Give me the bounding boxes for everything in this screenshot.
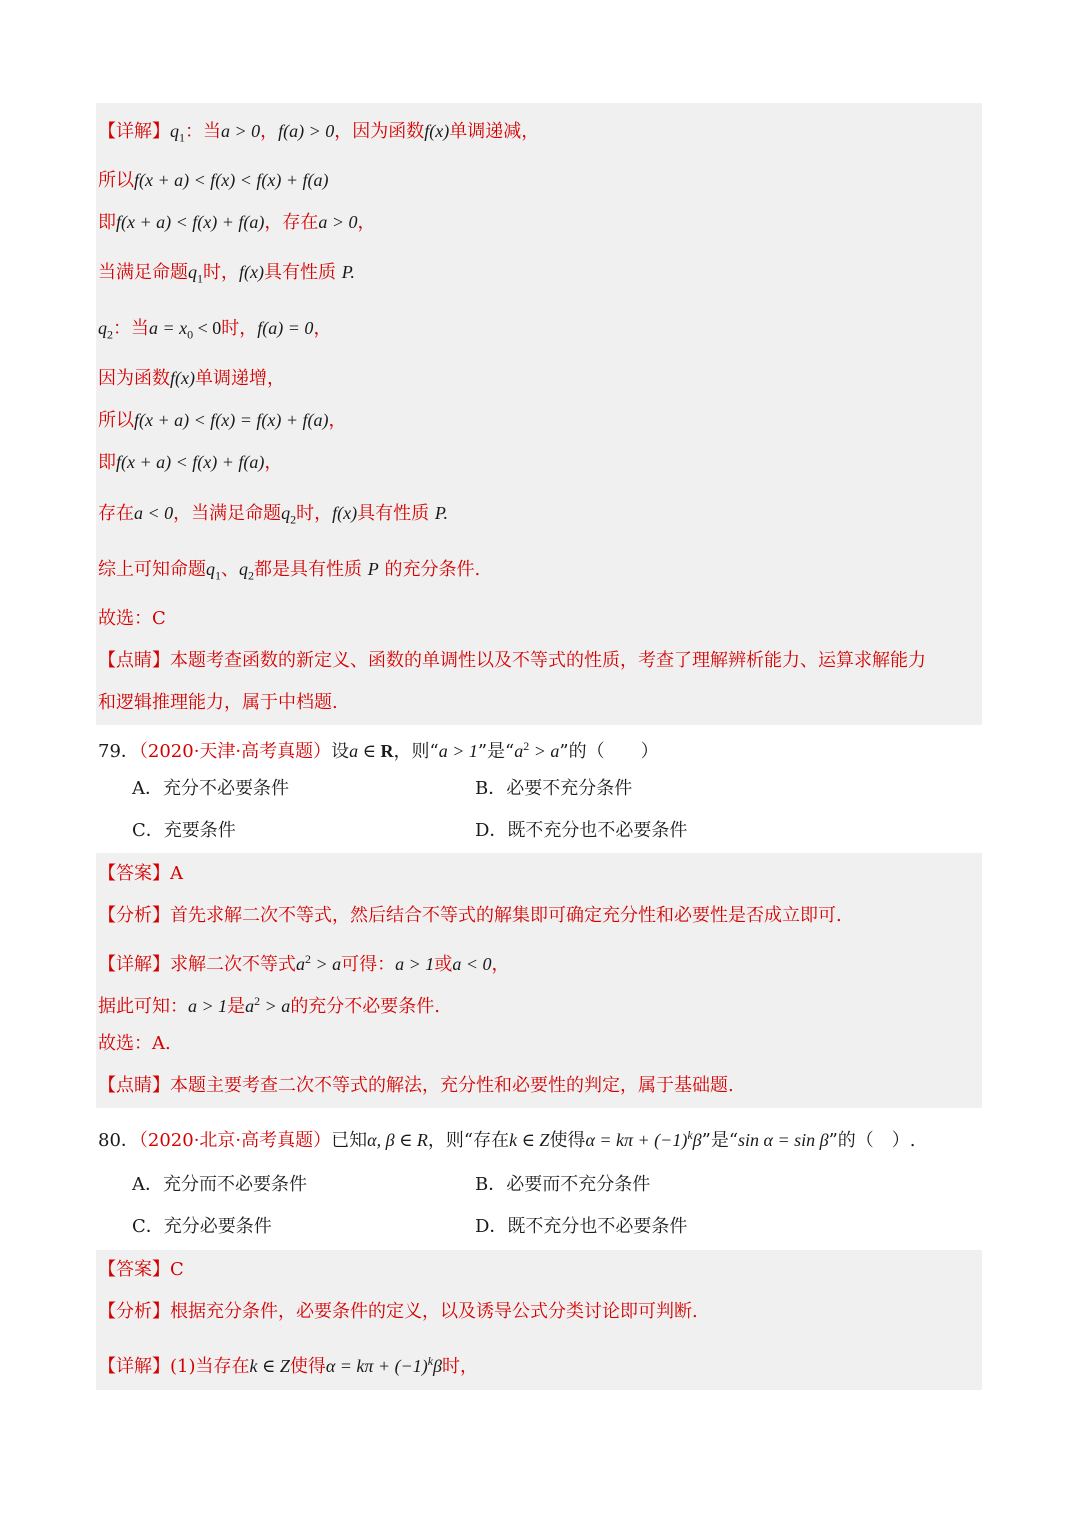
option-a[interactable]: A．充分而不必要条件 xyxy=(132,1174,307,1195)
detail-line-9: 存在a < 0，当满足命题$q_2$时，f(x)具有性质 P. xyxy=(98,503,449,527)
option-b[interactable]: B．必要不充分条件 xyxy=(475,778,633,799)
option-b[interactable]: B．必要而不充分条件 xyxy=(475,1174,651,1195)
option-a[interactable]: A．充分不必要条件 xyxy=(132,778,289,799)
detail-80: 【详解】(1)当存在k ∈ Z使得$\alpha = k\pi + (-1)^k\beta$时， xyxy=(98,1354,479,1377)
comment-line-1: 【点睛】本题考查函数的新定义、函数的单调性以及不等式的性质，考查了理解辨析能力、运算求解能力 xyxy=(98,650,926,671)
answer-80: 【答案】C xyxy=(98,1259,184,1280)
question-source: （2020·北京·高考真题） xyxy=(138,1130,332,1151)
option-c[interactable]: C．充要条件 xyxy=(132,820,236,841)
detail-line-2: 所以f(x + a) < f(x) < f(x) + f(a) xyxy=(98,170,329,191)
comment-tag: 【点睛】 xyxy=(98,650,170,671)
detail-line-3: 即f(x + a) < f(x) + f(a)，存在a > 0， xyxy=(98,212,376,233)
detail-tag: 【详解】 xyxy=(98,121,170,142)
option-d[interactable]: D．既不充分也不必要条件 xyxy=(475,1216,688,1237)
comment-79: 【点睛】本题主要考查二次不等式的解法，充分性和必要性的判定，属于基础题. xyxy=(98,1075,734,1096)
detail-79-conclusion: 据此可知：a > 1是$a^2 > a$的充分不必要条件. xyxy=(98,994,441,1017)
question-80-stem: 80．（2020·北京·高考真题）已知α, β ∈ R，则“存在k ∈ Z使得$\alpha = k\pi + (-1)^k\beta$”是“sin α = sin β”的（ ）. xyxy=(98,1128,916,1151)
answer-79: 【答案】A xyxy=(98,863,183,884)
detail-line-6: 因为函数f(x)单调递增， xyxy=(98,368,285,389)
detail-79: 【详解】求解二次不等式$a^2 > a$可得：a > 1或a < 0， xyxy=(98,952,510,975)
detail-line-7: 所以f(x + a) < f(x) = f(x) + f(a)， xyxy=(98,410,347,431)
choose-79: 故选：A. xyxy=(98,1033,171,1054)
detail-line-5: $q_2$：当$a = x_0 < 0$时，f(a) = 0， xyxy=(98,318,332,342)
detail-line-10: 综上可知命题$q_1$、$q_2$都是具有性质 P 的充分条件. xyxy=(98,559,481,583)
analysis-79: 【分析】首先求解二次不等式，然后结合不等式的解集即可确定充分性和必要性是否成立即可. xyxy=(98,905,842,926)
option-d[interactable]: D．既不充分也不必要条件 xyxy=(475,820,688,841)
analysis-80: 【分析】根据充分条件，必要条件的定义，以及诱导公式分类讨论即可判断. xyxy=(98,1301,698,1322)
detail-line-8: 即f(x + a) < f(x) + f(a)， xyxy=(98,452,283,473)
detail-line-4: 当满足命题$q_1$时，f(x)具有性质 P. xyxy=(98,262,355,286)
option-c[interactable]: C．充分必要条件 xyxy=(132,1216,272,1237)
comment-line-2: 和逻辑推理能力，属于中档题. xyxy=(98,692,338,713)
question-source: （2020·天津·高考真题） xyxy=(138,741,332,762)
answer-block-79 xyxy=(96,853,982,1108)
detail-line-1: 【详解】$q_1$：当a > 0，f(a) > 0，因为函数f(x)单调递减， xyxy=(98,121,540,145)
question-79-stem: 79．（2020·天津·高考真题）设a ∈ R，则“a > 1”是“$a^2 > a$”的（ ） xyxy=(98,739,659,762)
answer-line: 故选：C xyxy=(98,608,166,629)
